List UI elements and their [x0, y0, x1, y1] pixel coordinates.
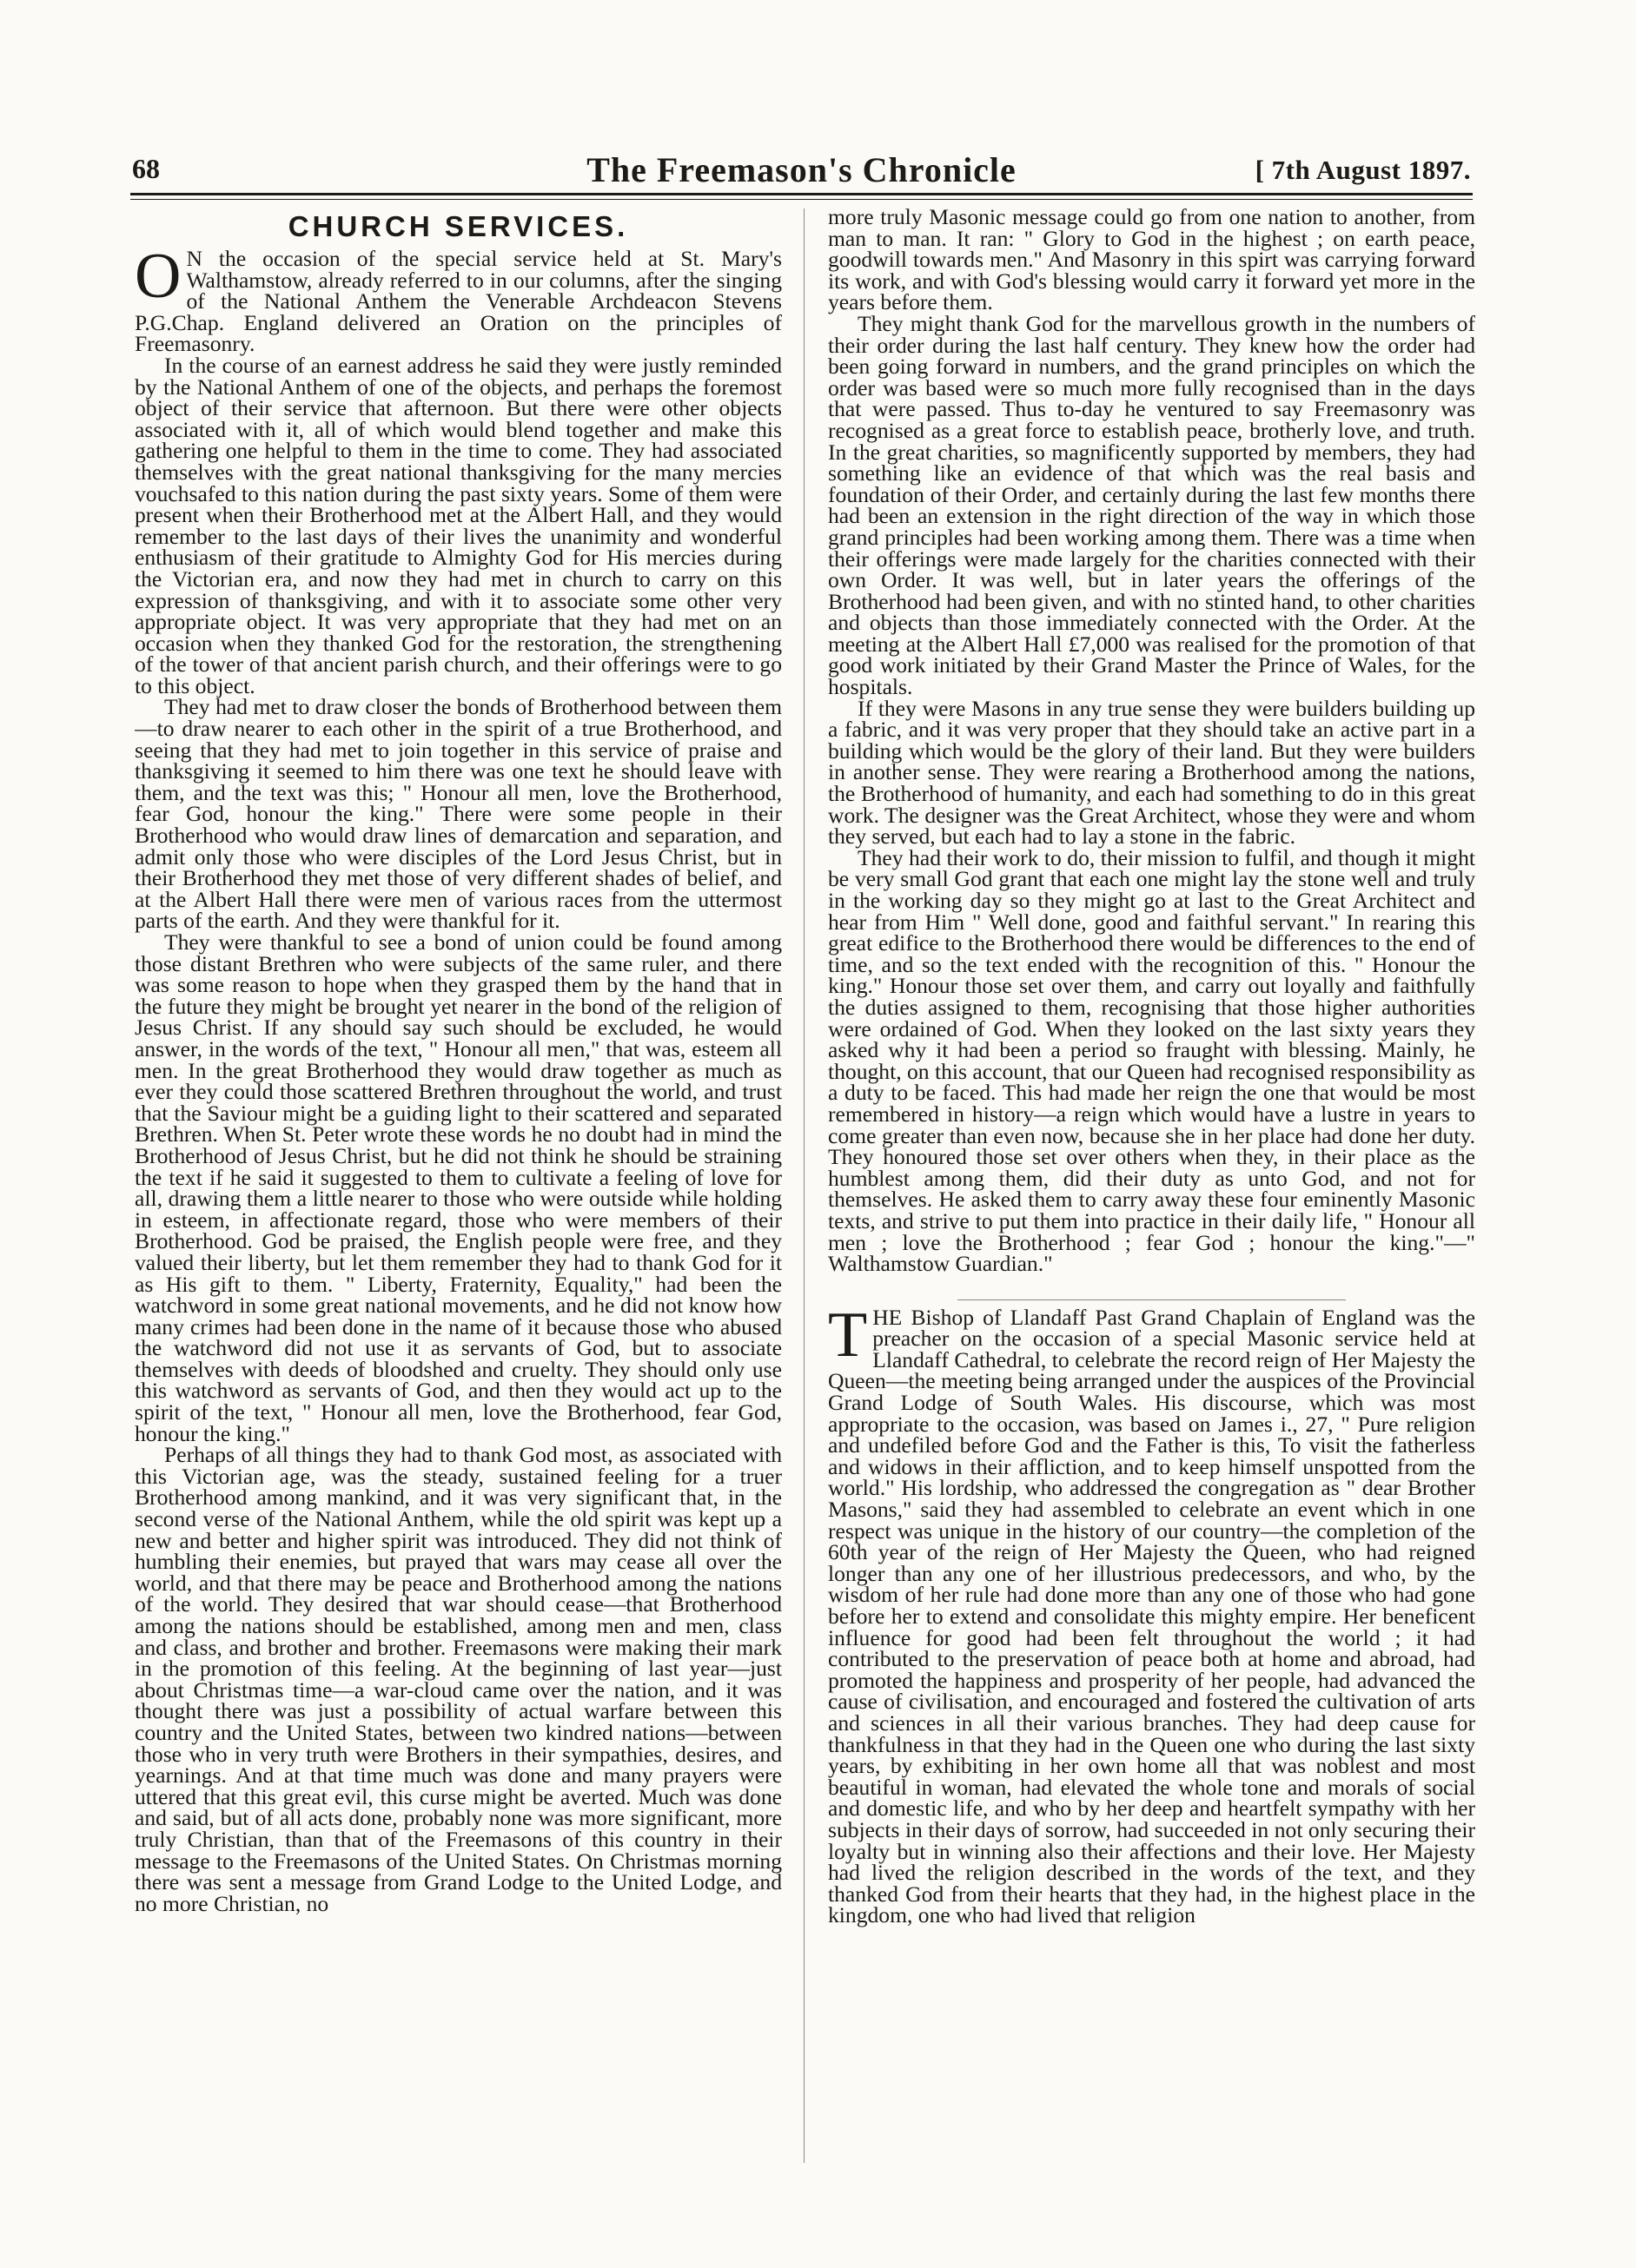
article-title: CHURCH SERVICES. [288, 210, 629, 242]
article-paragraph [828, 1299, 1475, 1928]
issue-date: [ 7th August 1897. [1255, 155, 1471, 185]
article-paragraph: In the course of an earnest address he said they were justly reminded by the National Anthem of one of the objects, and perhaps the foremost object of their service that afternoon. But there were other objects associated with it, all of which would blend together and make this gathering one helpful to them in the time to come. They had associated themselves with the great national thanksgiving for the many mercies vouchsafed to this nation during the past sixty years. Some of them were present when their Brotherhood met at the Albert Hall, and they would remember to the last days of their lives the unanimity and wonderful enthusiasm of their gratitude to Almighty God for His mercies during the Victorian era, and now they had met in church to carry on this expression of thanksgiving, and with it to associate some other very appropriate object. It was very appropriate that they had met on an occasion when they thanked God for the restoration, the strengthening of the tower of that ancient parish church, and their offerings were to go to this object. [135, 352, 782, 698]
masthead [130, 151, 1473, 189]
publication-title: The Freemason's Chronicle [586, 150, 1017, 189]
header-rule [130, 193, 1473, 195]
drop-cap: O [135, 241, 182, 312]
article-paragraph: They might thank God for the marvellous growth in the numbers of their order during the last half century. They knew how the order had been going forward in numbers, and the grand principles on which the order was based were so much more fully recognised than in the days that were passed. Thus to-day he ventured to say Freemasonry was recognised as a great force to establish peace, brotherly love, and truth. In the great charities, so magnificently supported by members, they had something like an evidence of that which was the real basis and foundation of their Order, and certainly during the last few months there had been an extension in the right direction of the way in which those grand principles had been working among them. There was a time when their offerings were made largely for the charities connected with their own Order. It was well, but in later years the offerings of the Brotherhood had been given, and with no stinted hand, to other charities and objects than those immediately connected with the Order. At the meeting at the Albert Hall £7,000 was realised for the promotion of that good work initiated by their Grand Master the Prince of Wales, for the hospitals. [828, 310, 1475, 700]
article-separator [957, 1282, 1346, 1300]
header-rule-thin [130, 199, 1473, 200]
left-column [135, 207, 782, 2166]
right-column [828, 207, 1475, 2166]
page-number: 68 [132, 153, 160, 184]
paragraph-text: N the occasion of the special service held at St. Mary's Walthamstow, already referred to in our columns, after the singing of the National Anthem the Venerable Archdeacon Stevens P.G.Chap. England delivered an Oration on the principles of Freemasonry. [135, 246, 782, 357]
article-paragraph [135, 241, 782, 357]
paragraph-text: HE Bishop of Llandaff Past Grand Chaplain of England was the preacher on the occasion of a special Masonic service held at Llandaff Cathedral, to celebrate the record reign of Her Majesty the Queen—the meeting being arranged under the auspices of the Provincial Grand Lodge of South Wales. His discourse, which was most appropriate to the occasion, was based on James i., 27, " Pure religion and undefiled before God and the Father is this, To visit the fatherless and widows in their affliction, and to keep himself unspotted from the world." His lordship, who addressed the congregation as " dear Brother Masons," said they had assembled to celebrate an event which in one respect was unique in the history of our country—the completion of the 60th year of the reign of Her Majesty the Queen, who had reigned longer than any one of her illustrious predecessors, and who, by the wisdom of her rule had done more than any one of those who had gone before her to extend and consolidate this mighty empire. Her beneficent influence for good had been felt throughout the world ; it had contributed to the preservation of peace both at home and abroad, had promoted the happiness and prosperity of her people, had advanced the cause of civilisation, and encouraged and fostered the cultivation of arts and sciences in all their various branches. They had deep cause for thankfulness in that they had in the Queen one who during the last sixty years, by exhibiting in her own home all that was noblest and most beautiful in woman, had elevated the whole tone and morals of social and domestic life, and who by her deep and heartfelt sympathy with her subjects in their days of sorrow, had succeeded in not only securing their loyalty but in winning also their affections and their love. Her Majesty had lived the religion described in the words of the text, and they thanked God from their hearts that they had, in the highest place in the kingdom, one who had lived that religion [828, 1304, 1475, 1928]
article-paragraph: They were thankful to see a bond of union could be found among those distant Brethren who were subjects of the same ruler, and there was some reason to hope when they grasped them by the hand that in the future they might be brought yet nearer in the bond of the religion of Jesus Christ. If any should say such should be excluded, he would answer, in the words of the text, " Honour all men," that was, esteem all men. In the great Brotherhood they would draw together as much as ever they could those scattered Brethren throughout the world, and trust that the Saviour might be a guiding light to their scattered and separated Brethren. When St. Peter wrote these words he no doubt had in mind the Brotherhood of Jesus Christ, but he did not think he should be straining the text if he said it suggested to them to cultivate a feeling of love for all, drawing them a little nearer to those who were outside while holding in esteem, in affectionate regard, those who were members of their Brotherhood. God be praised, the English people were free, and they valued their liberty, but let them remember they had to thank God for it as His gift to them. " Liberty, Fraternity, Equality," had been the watchword in some great national movements, and he did not know how many crimes had been done in the name of it because those who abused the watchword did not use it as servants of God, but to associate themselves with deeds of bloodshed and cruelty. They should only use this watchword as servants of God, and then they would act up to the spirit of the text, " Honour all men, love the Brotherhood, fear God, honour the king." [135, 929, 782, 1446]
article-paragraph: They had met to draw closer the bonds of Brotherhood between them—to draw nearer to each other in the spirit of a true Brotherhood, and seeing that they had met to join together in this service of praise and thanksgiving it seemed to him there was one text he should leave with them, and the text was this; " Honour all men, love the Brotherhood, fear God, honour the king." There were some people in their Brotherhood who would draw lines of demarcation and separation, and admit only those who were disciples of the Lord Jesus Christ, but in their Brotherhood they met those of very different shades of belief, and at the Albert Hall there were men of various races from the uttermost parts of the earth. And they were thankful for it. [135, 694, 782, 934]
column-divider [804, 208, 805, 2163]
article-paragraph: If they were Masons in any true sense they were builders building up a fabric, and it was very proper that they should take an active part in a building which would be the glory of their land. But they were builders in another sense. They were rearing a Brotherhood among the nations, the Brotherhood of humanity, and each had something to do in this great work. The designer was the Great Architect, whose they were and whom they served, but each had to lay a stone in the fabric. [828, 695, 1475, 850]
article-paragraph: more truly Masonic message could go from one nation to another, from man to man. It ran: " Glory to God in the highest ; on earth peace, goodwill towards men." And Masonry in this spirt was carrying forward its work, and with God's blessing would carry it forward yet more in the years before them. [828, 207, 1475, 315]
drop-cap: T [828, 1299, 868, 1371]
article-paragraph: They had their work to do, their mission to fulfil, and though it might be very small God grant that each one might lay the stone well and truly in the working day so they might go at last to the Great Architect and hear from Him " Well done, good and faithful servant." In rearing this great edifice to the Brotherhood there would be differences to the end of time, and so the text ended with the recognition of this. " Honour the king." Honour those set over them, and carry out loyally and faithfully the duties assigned to them, recognising that those higher authorities were ordained of God. When they looked on the last sixty years they asked why it had been a period so fraught with blessing. Mainly, he thought, on this account, that our Queen had recognised responsibility as a duty to be faced. This had made her reign the one that would be most remembered in history—a reign which would have a lustre in years to come greater than even now, because she in her place had done her duty. They honoured those set over others when they, in their place as the humblest among them, did their duty as unto God, and not for themselves. He asked them to carry away these four eminently Masonic texts, and strive to put them into practice in their daily life, " Honour all men ; love the Brotherhood ; fear God ; honour the king."—" Walthamstow Guardian." [828, 844, 1475, 1277]
article-paragraph: Perhaps of all things they had to thank God most, as associated with this Victorian age, was the steady, sustained feeling for a truer Brotherhood among mankind, and it was very significant that, in the second verse of the National Anthem, while the old spirit was kept up a new and better and higher spirit was introduced. They did not think of humbling their enemies, but prayed that wars may cease all over the world, and that there may be peace and Brotherhood among the nations of the world. They desired that war should cease—that Brotherhood among the nations should be established, among men and men, class and class, and brother and brother. Freemasons were making their mark in the promotion of this feeling. At the beginning of last year—just about Christmas time—a war-cloud came over the nation, and it was thought there was just a possibility of actual warfare between this country and the United States, between two kindred nations—between those who in very truth were Brothers in their sympathies, desires, and yearnings. And at that time much was done and many prayers were uttered that this great evil, this curse might be averted. Much was done and said, but of all acts done, probably none was more significant, more truly Christian, than that of the Freemasons of this country in their message to the Freemasons of the United States. On Christmas morning there was sent a message from Grand Lodge to the United Lodge, and no more Christian, no [135, 1442, 782, 1916]
